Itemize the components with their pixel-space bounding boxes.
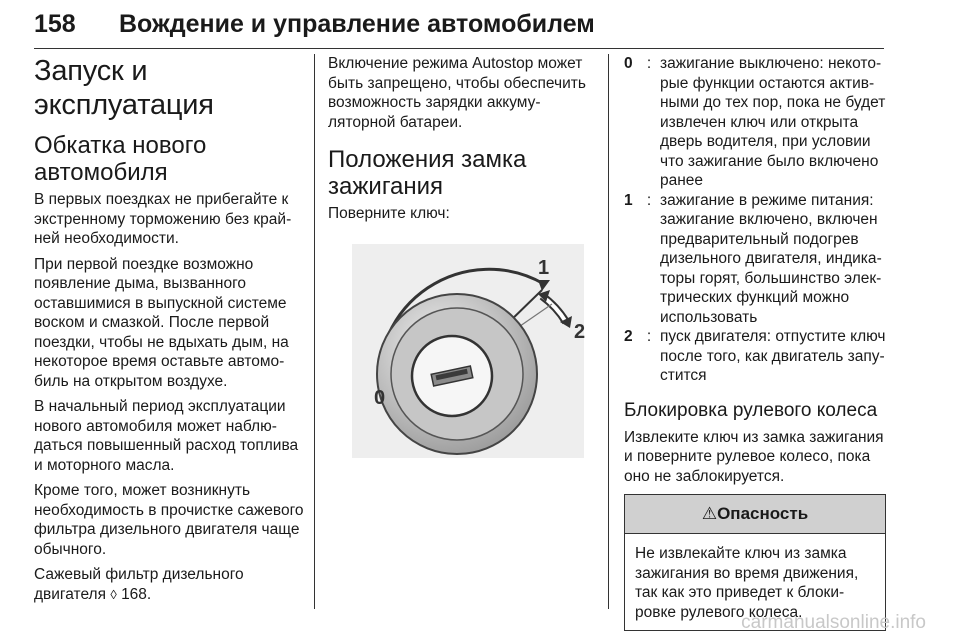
paragraph: В начальный период эксплуатации нового автомобиля может наблюдаться повышенный расход топлива и моторного масла. — [34, 398, 299, 474]
crossref-paragraph — [34, 565, 308, 604]
column-middle — [328, 54, 596, 463]
item-separator: : — [646, 328, 652, 345]
header-rule — [34, 48, 884, 49]
ignition-switch-illustration — [352, 244, 584, 458]
warning-title: ⚠Опасность — [701, 504, 809, 523]
warning-header — [625, 495, 885, 534]
autostop-paragraph: Включение режима Autostop может быть запрещено, чтобы обеспечить возможность зарядки аккумуляторной батареи. — [328, 55, 586, 131]
paragraph: В первых поездках не прибегайте к экстренному торможению без крайней необходимости. — [34, 191, 292, 247]
ignition-positions-list — [624, 54, 886, 386]
item-key: 1 — [624, 191, 633, 209]
position-label-2: 2 — [574, 320, 586, 343]
position-label-0: 0 — [374, 386, 386, 409]
item-text: зажигание выключено: некоторые функции остаются активными до тех пор, пока не будет извлечен ключ или открыта дверь водителя, при условии что зажигание было включено ранее — [660, 55, 886, 189]
warning-box — [624, 494, 886, 631]
column-right — [624, 54, 886, 631]
crossref-page-link[interactable]: 168. — [121, 585, 152, 603]
item-key: 0 — [624, 55, 633, 72]
running-title: Вождение и управление автомобилем — [119, 10, 595, 38]
item-separator: : — [646, 55, 652, 72]
column-left — [34, 54, 308, 610]
item-separator: : — [646, 191, 652, 209]
item-text: пуск двигателя: отпустите ключ после того, как двигатель запустится — [660, 328, 886, 384]
subsection-title-break-in: Обкатка нового автомобиля — [34, 132, 207, 186]
instruction-text: Поверните ключ: — [328, 205, 450, 222]
paragraph: Кроме того, может возникнуть необходимость в прочистке сажевого фильтра дизельного двигателя чаще обычного. — [34, 482, 304, 558]
list-item — [624, 327, 886, 386]
section-title-startup: Запуск и эксплуатация — [34, 55, 214, 121]
list-item — [624, 54, 886, 191]
page-header — [34, 4, 884, 50]
column-divider-2 — [608, 54, 609, 609]
steering-lock-paragraph: Извлеките ключ из замка зажигания и поверните рулевое колесо, пока оно не заблокируется. — [624, 428, 884, 485]
watermark: carmanualsonline.info — [741, 612, 926, 633]
list-item — [624, 191, 886, 328]
warning-text: Не извлекайте ключ из замка зажигания во время движения, так как это приведет к блокировке рулевого колеса. — [635, 545, 859, 621]
page-number: 158 — [34, 10, 76, 38]
position-label-1: 1 — [538, 256, 550, 279]
column-divider-1 — [314, 54, 315, 609]
crossref-arrow-icon: ◊ — [110, 586, 117, 602]
crossref-text: Сажевый фильтр дизельного двигателя — [34, 566, 244, 603]
item-text: зажигание в режиме питания: зажигание включено, включен предварительный подогрев дизельного двигателя, индикаторы горят, большинство электрических функций можно использовать — [660, 191, 882, 326]
subsection-title-steering-lock: Блокировка рулевого колеса — [624, 399, 878, 421]
paragraph: При первой поездке возможно появление дыма, вызванного оставшимися в выпускной системе воском и смазкой. После первой поездки, чтобы не вдыхать дым, на некоторое время оставьте автомобиль на открытом воздухе. — [34, 255, 289, 390]
item-key: 2 — [624, 328, 633, 345]
section-title-ignition: Положения замка зажигания — [328, 146, 527, 200]
